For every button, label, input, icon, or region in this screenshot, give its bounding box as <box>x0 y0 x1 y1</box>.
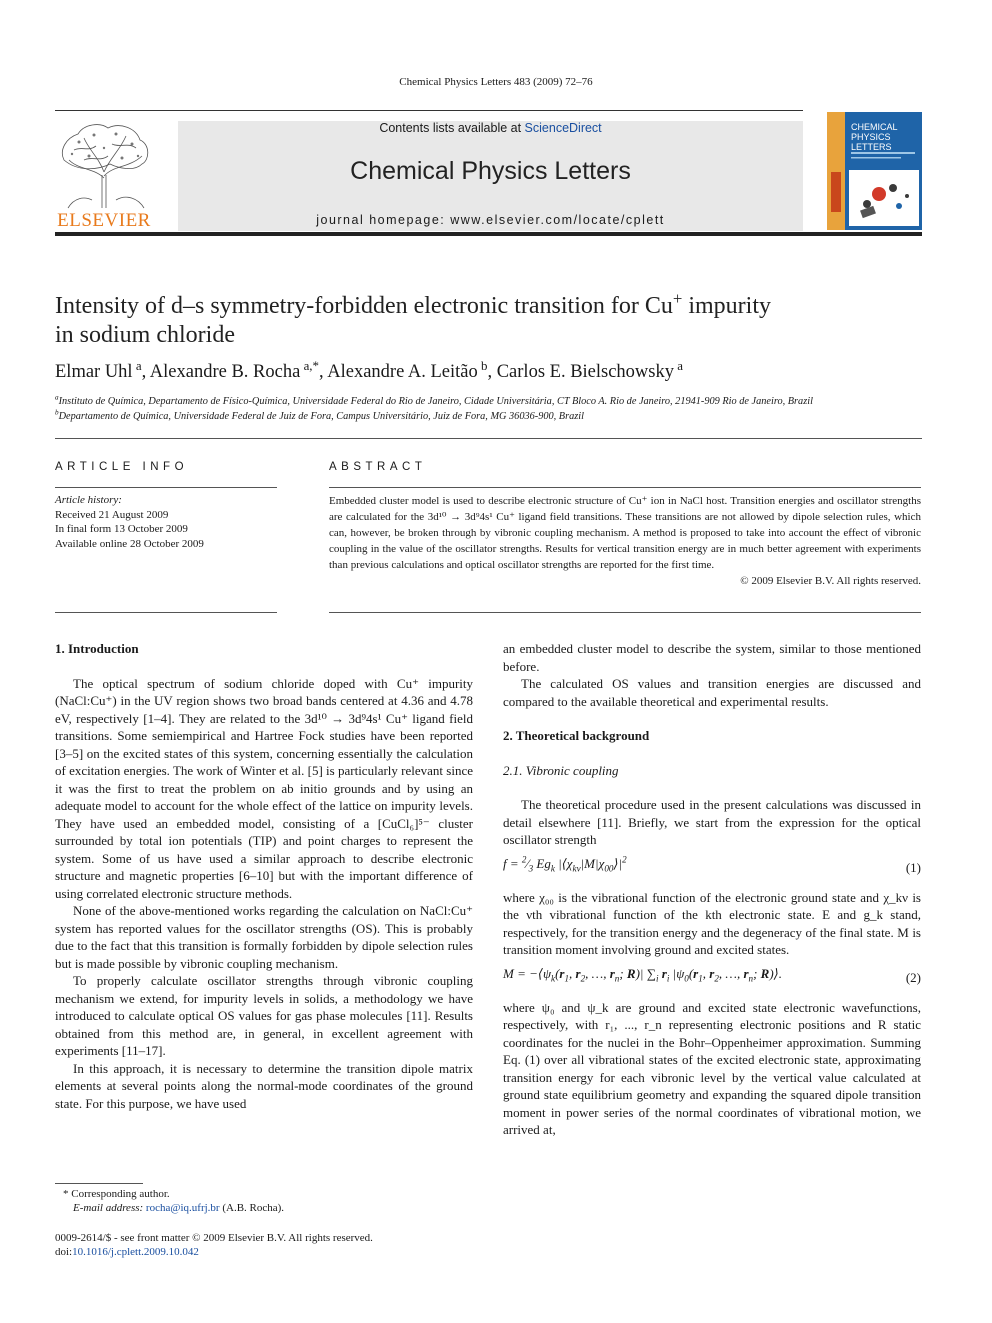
homepage-prefix: journal homepage: <box>316 213 451 227</box>
paragraph: where χ₀₀ is the vibrational function of the electronic ground state and χ_kν is the νth vibrational function of the kth electronic state. E and g_k stand, respectively, for the transition energy and the degeneracy of the final state. M is transition moment involving ground and excited states. <box>503 889 921 957</box>
article-info-heading: ARTICLE INFO <box>55 461 189 473</box>
equation-1 <box>503 849 921 889</box>
email-link[interactable]: rocha@iq.ufrj.br <box>145 1202 220 1214</box>
corresponding-author-note: Corresponding author. <box>71 1188 170 1200</box>
cover-title <box>851 122 898 152</box>
author-name[interactable]: Alexandre A. Leitão <box>327 362 478 382</box>
equation-2-body: $M = -⟨\psi_k(r_1$, $r_2$, …, $r_n$; R)| $\sum_i$ $r_i$ $|\psi_0(r_1$, $r_2$, …, $r_n$; R)⟩. <box>503 965 782 984</box>
author-affiliation-mark: a <box>135 357 142 373</box>
author-affiliation-mark: a,* <box>303 357 320 373</box>
title-part: impurity <box>682 293 771 319</box>
author-name[interactable]: Elmar Uhl <box>55 362 133 382</box>
section-heading: 2. Theoretical background <box>503 728 650 743</box>
email-label: E-mail address: <box>73 1202 144 1214</box>
paragraph: an embedded cluster model to describe the system, similar to those mentioned before. <box>503 641 921 674</box>
abstract-text: Embedded cluster model is used to describe electronic structure of Cu⁺ ion in NaCl host. Transition energies and oscillator strengths are calculated for the 3d¹⁰ → 3d⁹4s¹ Cu⁺ ligand field transitions. These transitions are not allowed by dipole selection rules, which can, however, be broken through by vibronic coupling mechanism. A method is proposed to take into account the effect of vibronic coupling in the value of the oscillator strengths. Results for vertical transition energy are in much better agreement with experiments than previous calculations and optical oscillator strengths are reported for the first time. <box>329 495 921 571</box>
journal-homepage <box>178 213 803 227</box>
contents-line <box>178 121 803 135</box>
publisher-name: ELSEVIER <box>57 210 151 231</box>
author-name[interactable]: Carlos E. Bielschowsky <box>496 362 674 382</box>
author-affiliation-mark: a <box>677 357 683 373</box>
title-part: in sodium chloride <box>55 322 235 348</box>
header-thick-rule <box>55 232 922 236</box>
abstract-heading: ABSTRACT <box>329 461 427 473</box>
paragraph: In this approach, it is necessary to determine the transition dipole matrix elements at several points along the normal-mode coordinates of the ground state. For this purpose, we have used <box>55 1060 473 1111</box>
email-suffix: (A.B. Rocha). <box>222 1202 285 1214</box>
paragraph: The calculated OS values and transition energies are discussed and compared to the available theoretical and experimental results. <box>503 676 921 709</box>
history-final-form: In final form 13 October 2009 <box>55 523 188 535</box>
journal-banner <box>178 121 803 231</box>
sciencedirect-link[interactable]: ScienceDirect <box>524 121 602 135</box>
article-title <box>55 289 915 350</box>
paragraph: where ψ₀ and ψ_k are ground and excited state electronic wavefunctions, respectively, with r₁, ..., r_n representing electronic positions and R static coordinates for the nuclei in the Bohr–Oppenheimer approximation. Summing Eq. (1) over all vibrational states of the excited electronic state, approximating transition energy for each vibronic level by the vertical value calculated at ground state equilibrium geometry and expanding the squared dipole transition moment in power series of the normal coordinates of vibrational motion, we arrived at, <box>503 999 921 1137</box>
copyright-line: © 2009 Elsevier B.V. All rights reserved. <box>740 575 921 587</box>
paragraph: To properly calculate oscillator strengths through vibronic coupling mechanism we extend, for impurity levels in solids, a methodology we have introduced to calculate optical OS values for gas phase molecules [11]. Results obtained from this method are, in general, in excellent agreement with experiments [11–17]. <box>55 973 473 1058</box>
equation-1-body: $f = ^2⁄_3$ $Eg_k$ $|⟨\chi_{k\nu}|M|\chi_{00}⟩|^2$ <box>503 854 627 874</box>
cover-title-line: CHEMICAL <box>851 122 898 132</box>
abstract-body <box>329 493 921 589</box>
left-column <box>55 640 473 1112</box>
journal-cover[interactable] <box>827 112 922 230</box>
affiliation-text: Departamento de Química, Universidade Federal de Juiz de Fora, Campus Universitário, Juiz de Fora, MG 36036-900, Brazil <box>58 411 584 422</box>
affiliation-mark: b <box>55 408 59 417</box>
header-rule <box>55 110 803 111</box>
info-bottom-rule <box>55 612 277 613</box>
author-list: Elmar Uhl $^a$, Alexandre B. Rocha $^{a,*}$, Alexandre A. Leitão $^b$, Carlos E. Bielschowsky $^a$ <box>55 357 683 382</box>
journal-name: Chemical Physics Letters <box>350 157 631 185</box>
equation-2 <box>503 959 921 999</box>
section-heading: 1. Introduction <box>55 641 139 656</box>
info-rule <box>55 487 277 488</box>
tree-icon <box>54 120 154 212</box>
elsevier-logo[interactable] <box>54 120 154 232</box>
author-affiliation-mark: b <box>481 357 488 373</box>
publication-meta <box>55 1231 475 1259</box>
author-name[interactable]: Alexandre B. Rocha <box>149 362 301 382</box>
affiliation-b <box>55 408 935 422</box>
equation-number: (2) <box>905 969 921 985</box>
paragraph: The optical spectrum of sodium chloride doped with Cu⁺ impurity (NaCl:Cu⁺) in the UV region shows two broad bands centered at 4.36 and 4.78 eV, respectively [1–4]. They are related to the 3d¹⁰ → 3d⁹4s¹ Cu⁺ ligand field transitions. Some semiempirical and Hartree Fock studies have been reported [3–5] on the excited states of this system, concerning essentially the calculation of excitation energies. The work of Winter et al. [5] is particularly relevant since it was the first to treat the problem on ab initio grounds and by using an adequate model to account for the whole effect of the lattice on impurity levels. They have used an embedded model, consisting of a [CuCl₆]⁵⁻ cluster surrounded by total ion potentials (TIP) and point charges to represent the system. Some of us have used a similar approach to describe electronic structure and magnetic properties [6–10] but with the important difference of using correlated electronic structure methods. <box>55 675 473 901</box>
affiliation-mark: a <box>55 393 59 402</box>
doi-label: doi: <box>55 1246 73 1258</box>
abstract-rule <box>329 487 921 488</box>
paragraph: The theoretical procedure used in the present calculations was discussed in detail elsewhere [11]. Briefly, we start from the expression for the optical oscillator strength <box>503 797 921 847</box>
history-received: Received 21 August 2009 <box>55 508 169 521</box>
equation-number: (1) <box>905 859 921 875</box>
section-rule <box>55 438 922 439</box>
history-title: Article history: <box>55 494 122 506</box>
cover-title-line: LETTERS <box>851 142 892 152</box>
homepage-url[interactable]: www.elsevier.com/locate/cplett <box>450 213 665 227</box>
article-history <box>55 493 277 551</box>
abstract-bottom-rule <box>329 612 921 613</box>
title-part: Intensity of d–s symmetry-forbidden electronic transition for Cu <box>55 293 673 319</box>
title-superscript: + <box>672 289 683 308</box>
paragraph: None of the above-mentioned works regarding the calculation on NaCl:Cu⁺ system has reported values for the oscillator strengths (OS). This is probably due to the fact that this transition is formally forbidden by dipole selection rules but is made possible by vibronic coupling mechanism. <box>55 903 473 971</box>
footnote-rule <box>55 1183 143 1184</box>
affiliation-text: Instituto de Química, Departamento de Físico-Química, Universidade Federal do Rio de Janeiro, Cidade Universitária, CT Bloco A. Rio de Janeiro, 21941-909 Rio de Janeiro, Brazil <box>58 396 813 407</box>
cover-title-line: PHYSICS <box>851 132 891 142</box>
doi-link[interactable]: 10.1016/j.cplett.2009.10.042 <box>72 1246 199 1258</box>
journal-reference: Chemical Physics Letters 483 (2009) 72–76 <box>399 76 593 88</box>
affiliation-a <box>55 393 935 407</box>
footnote <box>55 1187 475 1215</box>
history-online: Available online 28 October 2009 <box>55 537 204 550</box>
right-column <box>503 640 921 1139</box>
issn-line: 0009-2614/$ - see front matter © 2009 Elsevier B.V. All rights reserved. <box>55 1232 373 1244</box>
contents-prefix: Contents lists available at <box>379 121 525 135</box>
footnote-mark: * <box>63 1188 69 1200</box>
subsection-heading: 2.1. Vibronic coupling <box>503 762 619 778</box>
